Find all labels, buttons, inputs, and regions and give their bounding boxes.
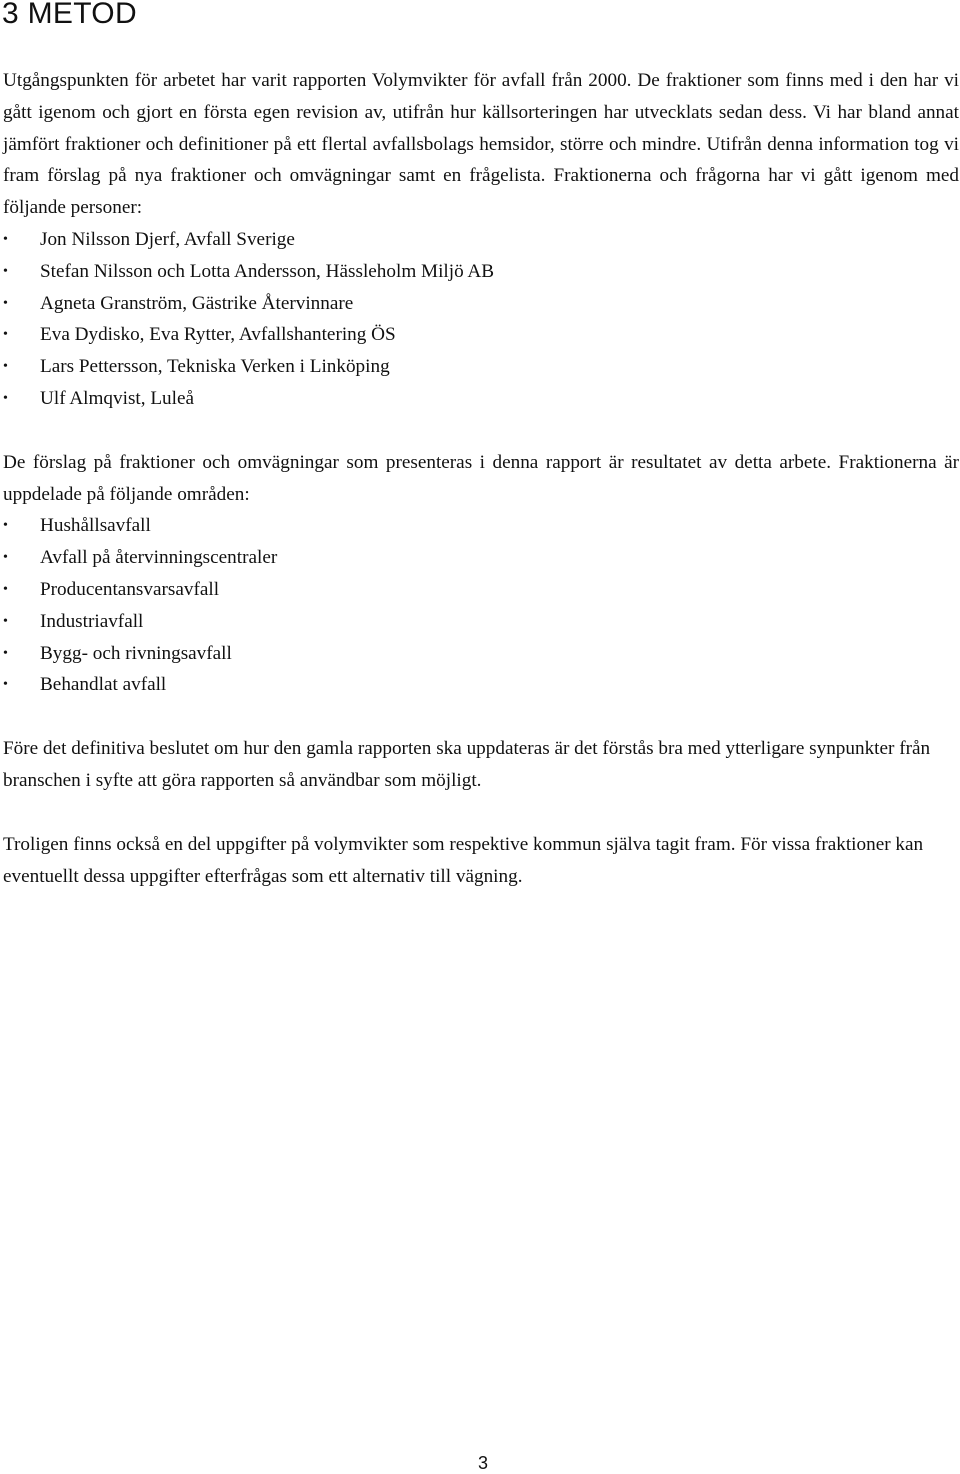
bullet-icon: •: [3, 295, 8, 311]
list-item-text: Hushållsavfall: [40, 515, 151, 537]
list-item: [3, 288, 959, 320]
list-item-text: Ulf Almqvist, Luleå: [40, 387, 195, 409]
list-item-text: Behandlat avfall: [40, 674, 167, 696]
bullet-icon: •: [3, 550, 8, 566]
list-item: [3, 542, 959, 574]
list-item-text: Stefan Nilsson och Lotta Andersson, Hässleholm Miljö AB: [40, 260, 495, 282]
before-final-paragraph: Före det definitiva beslutet om hur den gamla rapporten ska uppdateras är det förstås bra med ytterligare synpunkter från branschen i syfte att göra rapporten så användbar som möjligt.: [3, 738, 931, 791]
list-item: [3, 256, 959, 288]
result-paragraph: De förslag på fraktioner och omvägningar som presenteras i denna rapport är resultatet av detta arbete. Fraktionerna är uppdelade på följande områden:: [3, 451, 959, 505]
list-item: [3, 669, 959, 701]
bullet-icon: •: [3, 581, 8, 597]
bullet-icon: •: [3, 645, 8, 661]
bullet-icon: •: [3, 231, 8, 247]
bullet-icon: •: [3, 518, 8, 534]
bullet-icon: •: [3, 263, 8, 279]
list-item-text: Lars Pettersson, Tekniska Verken i Linköping: [40, 356, 390, 378]
list-item: [3, 224, 959, 256]
bullet-icon: •: [3, 390, 8, 406]
list-item-text: Agneta Granström, Gästrike Återvinnare: [40, 292, 354, 314]
bullet-icon: •: [3, 677, 8, 693]
list-item-text: Bygg- och rivningsavfall: [40, 642, 232, 664]
list-item-text: Industriavfall: [40, 610, 144, 632]
list-item-text: Eva Dydisko, Eva Rytter, Avfallshantering ÖS: [40, 324, 396, 346]
list-item-text: Producentansvarsavfall: [40, 578, 220, 600]
bullet-icon: •: [3, 327, 8, 343]
list-item: [3, 638, 959, 670]
persons-list: [3, 224, 959, 415]
areas-list: [3, 510, 959, 701]
list-item-text: Jon Nilsson Djerf, Avfall Sverige: [40, 228, 295, 250]
list-item: [3, 606, 959, 638]
list-item-text: Avfall på återvinningscentraler: [40, 547, 278, 569]
page-number: 3: [478, 1453, 489, 1473]
list-item: [3, 574, 959, 606]
paragraph-spacer: [3, 415, 959, 447]
probably-paragraph: Troligen finns också en del uppgifter på volymvikter som respektive kommun själva tagit fram. För vissa fraktioner kan eventuellt dessa uppgifter efterfrågas som ett alternativ till vägning.: [3, 833, 924, 887]
intro-paragraph: Utgångspunkten för arbetet har varit rapporten Volymvikter för avfall från 2000. De fraktioner som finns med i den har vi gått igenom och gjort en första egen revision av, utifrån hur källsorteringen har utvecklats sedan dess. Vi har bland annat jämfört fraktioner och definitioner på ett flertal avfallsbolags hemsidor, större och mindre. Utifrån denna information tog vi fram förslag på nya fraktioner och omvägningar samt en frågelista. Fraktionerna och frågorna har vi gått igenom med följande personer:: [3, 70, 959, 219]
list-item: [3, 319, 959, 351]
list-item: [3, 383, 959, 415]
page-heading: 3 METOD: [2, 0, 137, 30]
list-item: [3, 510, 959, 542]
paragraph-spacer: [3, 797, 959, 829]
list-item: [3, 351, 959, 383]
paragraph-spacer: [3, 701, 959, 733]
bullet-icon: •: [3, 359, 8, 375]
document-body: [3, 65, 959, 892]
bullet-icon: •: [3, 613, 8, 629]
